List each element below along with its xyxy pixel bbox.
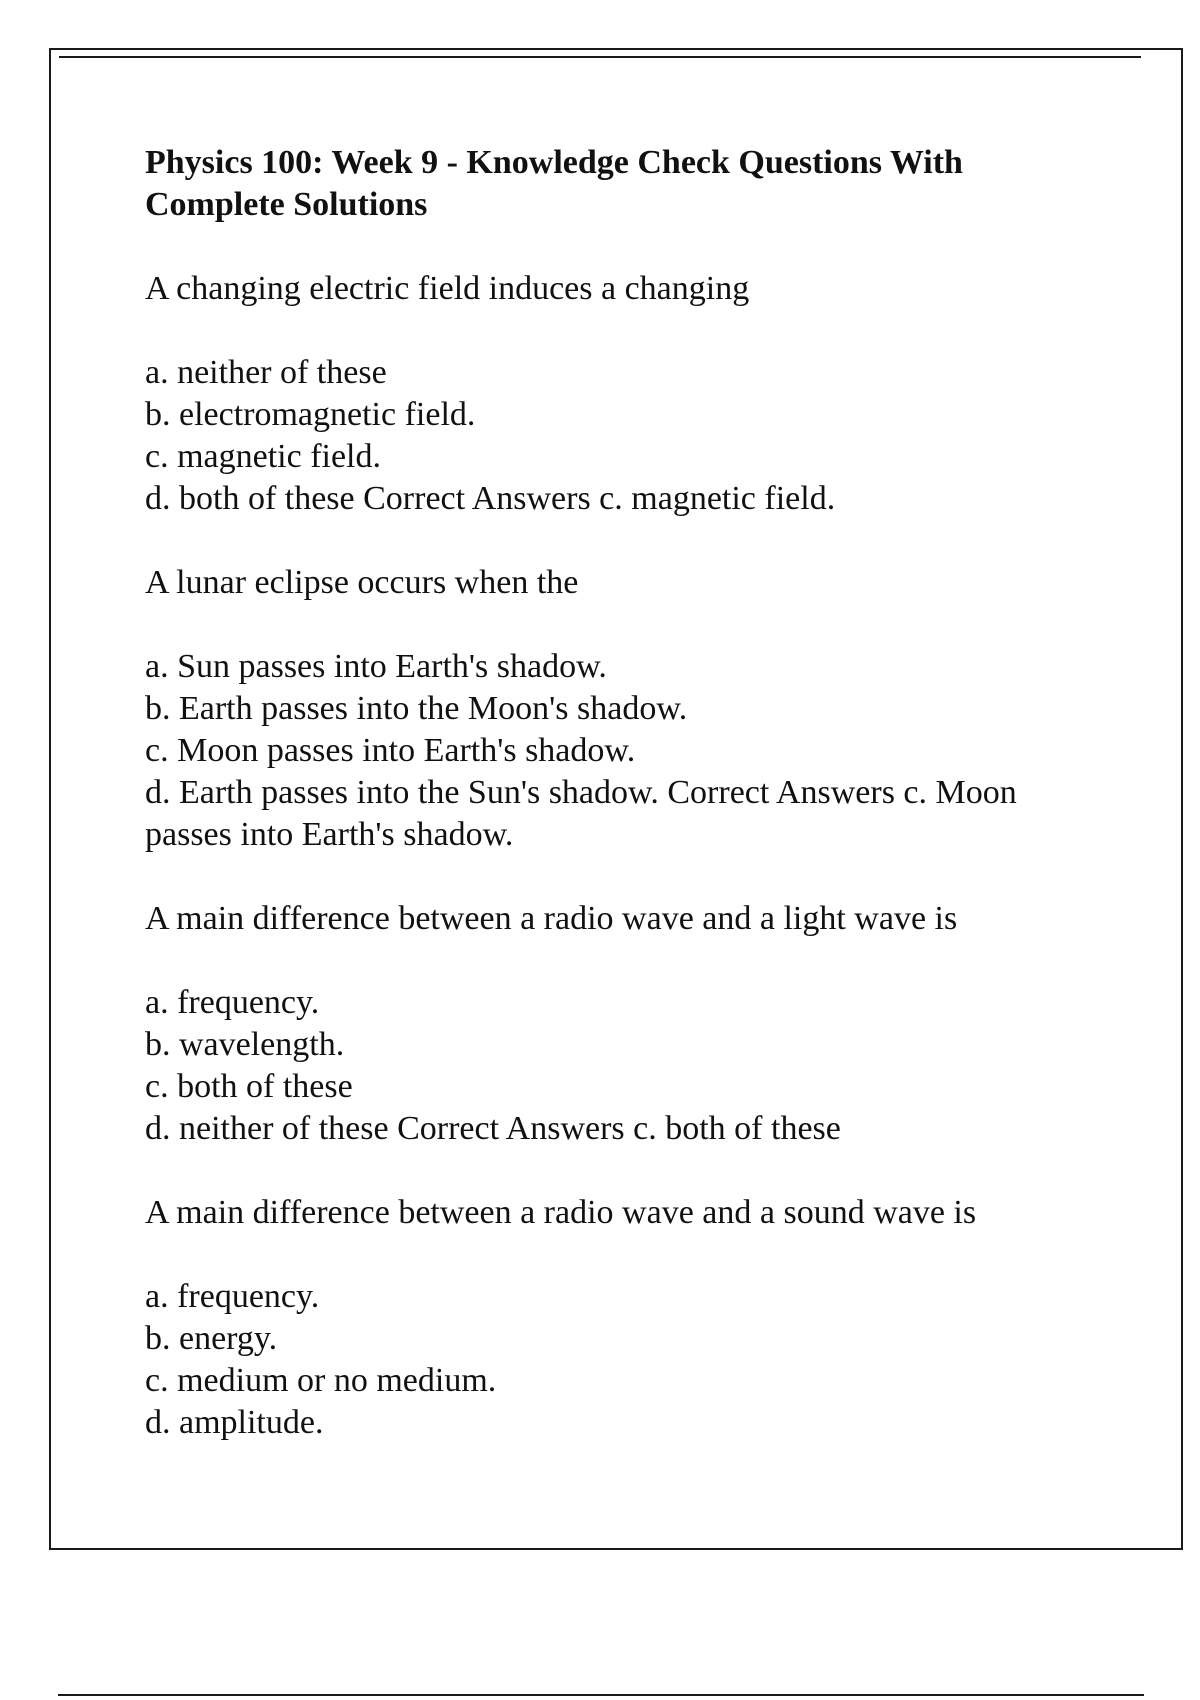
question-1-option-a: a. neither of these: [145, 354, 387, 391]
question-2-prompt: A lunar eclipse occurs when the: [145, 564, 579, 601]
question-2-options: [145, 646, 1065, 856]
question-3-option-d: d. neither of these Correct Answers c. both of these: [145, 1110, 841, 1147]
question-3-option-c: c. both of these: [145, 1068, 353, 1105]
question-3-options: [145, 982, 1065, 1150]
bottom-rule: [58, 1694, 1144, 1696]
question-4-option-b: b. energy.: [145, 1320, 278, 1357]
question-1-options: [145, 352, 1065, 520]
question-4-option-a: a. frequency.: [145, 1278, 320, 1315]
question-2-option-c: c. Moon passes into Earth's shadow.: [145, 732, 636, 769]
document-title: Physics 100: Week 9 - Knowledge Check Questions With Complete Solutions: [145, 144, 963, 223]
question-1-option-c: c. magnetic field.: [145, 438, 382, 475]
question-2-option-d: d. Earth passes into the Sun's shadow. Correct Answers c. Moon passes into Earth's shadow.: [145, 774, 1017, 853]
question-3-option-b: b. wavelength.: [145, 1026, 345, 1063]
question-1-option-d: d. both of these Correct Answers c. magnetic field.: [145, 480, 836, 517]
question-4-option-c: c. medium or no medium.: [145, 1362, 497, 1399]
question-4-option-d: d. amplitude.: [145, 1404, 324, 1441]
question-4-prompt: A main difference between a radio wave and a sound wave is: [145, 1194, 977, 1231]
question-2-option-a: a. Sun passes into Earth's shadow.: [145, 648, 607, 685]
question-3-option-a: a. frequency.: [145, 984, 320, 1021]
question-1-prompt: A changing electric field induces a changing: [145, 270, 750, 307]
question-4-options: [145, 1276, 1065, 1444]
question-1-option-b: b. electromagnetic field.: [145, 396, 476, 433]
top-rule: [59, 56, 1141, 58]
question-2-option-b: b. Earth passes into the Moon's shadow.: [145, 690, 688, 727]
question-3-prompt: A main difference between a radio wave and a light wave is: [145, 900, 958, 937]
document-body: [145, 142, 1065, 1486]
